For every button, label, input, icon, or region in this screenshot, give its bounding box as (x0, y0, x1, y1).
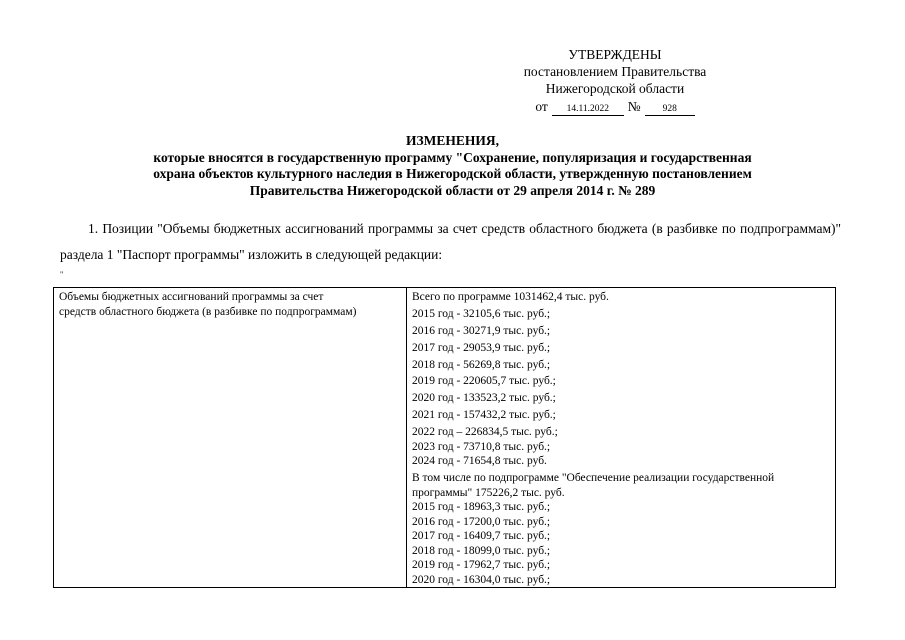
position-value-cell (407, 288, 836, 588)
approval-line-2: Нижегородской области (545, 81, 685, 96)
decree-date: 14.11.2022 (552, 103, 624, 116)
approval-title: УТВЕРЖДЕНЫ (568, 47, 662, 62)
amendment-paragraph: 1. Позиции "Объемы бюджетных ассигнований программы за счет средств областного бюджета (в разбивке по подпрограммам)" раздела 1 "Паспорт программы" изложить в следующей редакции: (60, 221, 841, 262)
approval-sign-row (500, 98, 730, 116)
subprogram-year-amount: 2018 год - 18099,0 тыс. руб.; (412, 544, 551, 557)
subprogram-year-amount: 2017 год - 16409,7 тыс. руб.; (412, 530, 551, 543)
year-amount: 2023 год - 73710,8 тыс. руб.; (412, 440, 551, 453)
heading-title: ИЗМЕНЕНИЯ, (405, 133, 499, 148)
position-name-cell (54, 288, 407, 588)
heading-line: Правительства Нижегородской области от 29 апреля 2014 г. № 289 (249, 182, 656, 198)
subprogram-year-amount: 2020 год - 16304,0 тыс. руб.; (412, 573, 551, 586)
position-name-line: средств областного бюджета (в разбивке по подпрограммам) (59, 305, 357, 318)
position-name-line: Объемы бюджетных ассигнований программы за счет (59, 291, 324, 303)
heading-line: которые вносятся в государственную программу "Сохранение, популяризация и государственная (153, 149, 752, 165)
year-amount: 2019 год - 220605,7 тыс. руб.; (412, 375, 556, 388)
opening-quote: " (60, 270, 64, 279)
year-amount: 2015 год - 32105,6 тыс. руб.; (412, 307, 551, 320)
year-amount: 2021 год - 157432,2 тыс. руб.; (412, 409, 556, 422)
from-label: от (535, 99, 548, 114)
subprogram-year-amount: 2015 год - 18963,3 тыс. руб.; (412, 501, 551, 514)
table-row (54, 288, 836, 588)
heading-line: охрана объектов культурного наследия в Нижегородской области, утвержденную постановлением (153, 166, 752, 181)
subprogram-line: В том числе по подпрограмме "Обеспечение реализации государственной (412, 472, 775, 485)
subprogram-line: программы" 175226,2 тыс. руб. (412, 486, 565, 499)
number-label: № (627, 99, 641, 114)
document-heading (60, 133, 845, 199)
year-amount: 2018 год - 56269,8 тыс. руб.; (412, 358, 551, 371)
year-amount: 2020 год - 133523,2 тыс. руб.; (412, 392, 556, 405)
total-amount: Всего по программе 1031462,4 тыс. руб. (412, 291, 609, 303)
year-amount: 2017 год - 29053,9 тыс. руб.; (412, 341, 551, 354)
approval-line-1: постановлением Правительства (523, 64, 707, 79)
approval-block (500, 46, 730, 116)
decree-number: 928 (645, 103, 695, 116)
budget-table (53, 287, 836, 588)
year-amount: 2024 год - 71654,8 тыс. руб. (412, 455, 547, 468)
subprogram-year-amount: 2019 год - 17962,7 тыс. руб.; (412, 559, 551, 572)
year-amount: 2016 год - 30271,9 тыс. руб.; (412, 324, 551, 337)
subprogram-year-amount: 2016 год - 17200,0 тыс. руб.; (412, 515, 551, 528)
year-amount: 2022 год – 226834,5 тыс. руб.; (412, 426, 558, 439)
